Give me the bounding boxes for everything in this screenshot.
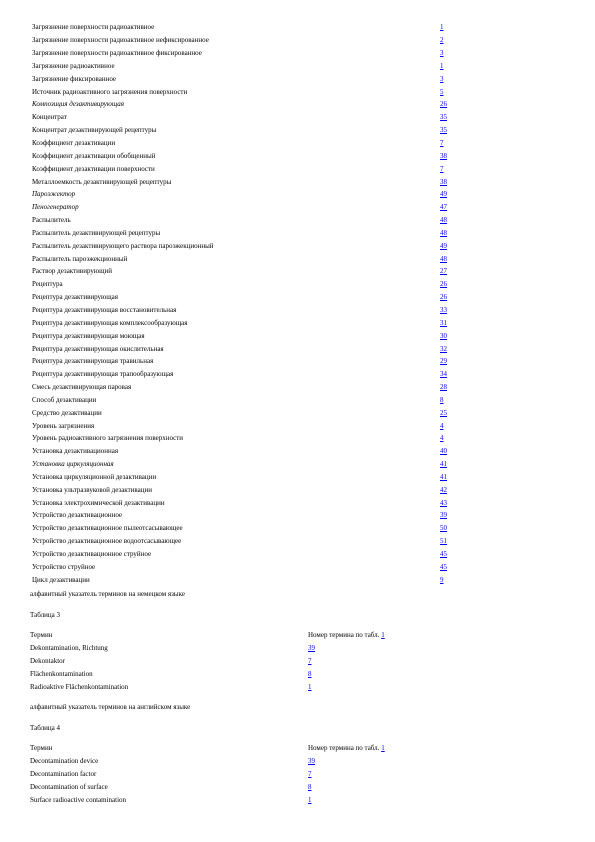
term-number-link[interactable]: 49 — [440, 241, 447, 250]
index-row — [32, 471, 462, 484]
index-term: Устройство дезактивационное — [32, 511, 123, 520]
term-number-link[interactable]: 29 — [440, 357, 447, 366]
english-terms-table — [30, 742, 430, 806]
index-term: Загрязнение поверхности радиоактивное нефиксированное — [32, 36, 209, 45]
term-column-header: Термин — [30, 631, 53, 640]
index-row — [32, 483, 462, 496]
term-number-link[interactable]: 41 — [440, 460, 447, 469]
index-term: Уровень радиоактивного загрязнения поверхности — [32, 434, 184, 443]
foreign-term: Flächenkontamination — [30, 669, 93, 678]
term-number-link[interactable]: 47 — [440, 203, 447, 212]
term-number-link[interactable]: 42 — [440, 485, 447, 494]
index-row — [32, 573, 462, 586]
index-row — [32, 227, 462, 240]
number-column-header — [308, 631, 385, 639]
index-term: Концентрат — [32, 113, 67, 122]
term-number-link[interactable]: 1 — [308, 682, 312, 691]
term-number-link[interactable]: 1 — [440, 23, 444, 32]
russian-term-index — [32, 21, 462, 586]
index-term: Рецептура дезактивирующая комплексообразующая — [32, 318, 188, 327]
foreign-term: Decontamination of surface — [30, 782, 108, 791]
index-term: Рецептура дезактивирующая окислительная — [32, 344, 164, 353]
term-number-link[interactable]: 7 — [308, 657, 312, 666]
index-row — [32, 445, 462, 458]
index-row — [32, 124, 462, 137]
term-number-link[interactable]: 7 — [440, 139, 444, 148]
index-row — [32, 265, 462, 278]
foreign-term: Dekontamination, Richtung — [30, 644, 108, 653]
foreign-term: Decontamination device — [30, 757, 99, 766]
index-term: Установка электрохимической дезактивации — [32, 498, 165, 507]
term-number-link[interactable]: 41 — [440, 472, 447, 481]
table-row — [30, 680, 430, 693]
index-term: Устройство струйное — [32, 562, 96, 571]
index-row — [32, 98, 462, 111]
index-term: Концентрат дезактивирующей рецептуры — [32, 126, 157, 135]
index-term: Способ дезактивации — [32, 395, 97, 404]
index-row — [32, 406, 462, 419]
index-term: Рецептура дезактивирующая моющая — [32, 331, 145, 340]
index-row — [32, 47, 462, 60]
index-term: Рецептура дезактивирующая восстановительная — [32, 305, 177, 314]
foreign-term: Decontamination factor — [30, 770, 97, 779]
term-number-link[interactable]: 25 — [440, 408, 447, 417]
index-row — [32, 214, 462, 227]
foreign-term: Surface radioactive contamination — [30, 795, 127, 804]
term-number-link[interactable]: 40 — [440, 447, 447, 456]
term-number-link[interactable]: 26 — [440, 100, 447, 109]
term-number-link[interactable]: 8 — [440, 395, 444, 404]
term-number-link[interactable]: 33 — [440, 305, 447, 314]
index-term: Установка циркуляционной дезактивации — [32, 472, 157, 481]
table-row — [30, 755, 430, 768]
table-1-link[interactable]: 1 — [381, 631, 385, 640]
index-row — [32, 60, 462, 73]
term-number-link[interactable]: 26 — [440, 293, 447, 302]
index-term: Рецептура — [32, 280, 63, 289]
german-index-heading: алфавитный указатель терминов на немецком языке — [30, 590, 185, 598]
index-row — [32, 34, 462, 47]
index-term: Уровень загрязнения — [32, 421, 95, 430]
term-number-link[interactable]: 1 — [308, 795, 312, 804]
term-number-link[interactable]: 28 — [440, 383, 447, 392]
term-number-link[interactable]: 39 — [440, 511, 447, 520]
index-row — [32, 278, 462, 291]
term-number-link[interactable]: 4 — [440, 421, 444, 430]
index-row — [32, 201, 462, 214]
term-number-link[interactable]: 34 — [440, 370, 447, 379]
index-term: Металлоемкость дезактивирующей рецептуры — [32, 177, 172, 186]
term-number-link[interactable]: 45 — [440, 562, 447, 571]
index-row — [32, 72, 462, 85]
index-row — [32, 316, 462, 329]
index-term: Устройство дезактивационное пылеотсасывающее — [32, 524, 183, 533]
index-term: Коэффициент дезактивации обобщенный — [32, 151, 156, 160]
english-index-heading: алфавитный указатель терминов на английском языке — [30, 703, 191, 711]
term-number-link[interactable]: 35 — [440, 126, 447, 135]
index-row — [32, 252, 462, 265]
index-row — [32, 381, 462, 394]
index-row — [32, 419, 462, 432]
term-number-link[interactable]: 2 — [440, 36, 444, 45]
foreign-term: Dekontaktor — [30, 657, 65, 666]
index-term: Загрязнение поверхности радиоактивное фиксированное — [32, 49, 202, 58]
index-row — [32, 496, 462, 509]
index-term: Устройство дезактивационное струйное — [32, 550, 152, 559]
foreign-term: Radioaktive Flächenkontamination — [30, 682, 129, 691]
index-term: Средство дезактивации — [32, 408, 102, 417]
term-number-link[interactable]: 8 — [308, 782, 312, 791]
term-number-link[interactable]: 50 — [440, 524, 447, 533]
index-term: Загрязнение поверхности радиоактивное — [32, 23, 155, 32]
term-number-link[interactable]: 3 — [440, 49, 444, 58]
index-row — [32, 149, 462, 162]
term-number-link[interactable]: 48 — [440, 228, 447, 237]
table-row — [30, 781, 430, 794]
term-number-link[interactable]: 48 — [440, 254, 447, 263]
term-number-link[interactable]: 49 — [440, 190, 447, 199]
index-row — [32, 85, 462, 98]
term-number-link[interactable]: 8 — [308, 669, 312, 678]
index-row — [32, 111, 462, 124]
index-term: Цикл дезактивации — [32, 575, 90, 584]
index-term: Раствор дезактивирующий — [32, 267, 112, 276]
index-row — [32, 509, 462, 522]
index-term: Пароэжектор — [32, 190, 76, 199]
index-term: Загрязнение фиксированное — [32, 74, 117, 83]
index-term: Установка ультразвуковой дезактивации — [32, 485, 152, 494]
table-row — [30, 642, 430, 655]
index-row — [32, 368, 462, 381]
index-row — [32, 291, 462, 304]
index-row — [32, 175, 462, 188]
index-term: Распылитель — [32, 216, 71, 225]
number-column-header — [308, 744, 385, 752]
table-row — [30, 668, 430, 681]
term-number-link[interactable]: 35 — [440, 113, 447, 122]
index-term: Коэффициент дезактивации — [32, 139, 116, 148]
table-row — [30, 768, 430, 781]
table-4-label: Таблица 4 — [30, 724, 60, 732]
index-row — [32, 342, 462, 355]
term-number-link[interactable]: 45 — [440, 550, 447, 559]
index-term: Смесь дезактивирующая паровая — [32, 383, 132, 392]
term-number-link[interactable]: 9 — [440, 575, 444, 584]
number-column-header-text: Номер термина по табл. — [308, 744, 380, 753]
table-row — [30, 793, 430, 806]
term-number-link[interactable]: 39 — [308, 757, 315, 766]
term-number-link[interactable]: 38 — [440, 177, 447, 186]
index-row — [32, 162, 462, 175]
term-number-link[interactable]: 7 — [308, 770, 312, 779]
term-number-link[interactable]: 51 — [440, 537, 447, 546]
index-row — [32, 137, 462, 150]
term-number-link[interactable]: 32 — [440, 344, 447, 353]
term-number-link[interactable]: 26 — [440, 280, 447, 289]
term-number-link[interactable]: 31 — [440, 318, 447, 327]
index-term: Композиция дезактивирующая — [32, 100, 125, 109]
index-row — [32, 393, 462, 406]
index-row — [32, 188, 462, 201]
index-term: Загрязнение радиоактивное — [32, 61, 115, 70]
term-number-link[interactable]: 3 — [440, 74, 444, 83]
term-column-header: Термин — [30, 744, 53, 753]
index-term: Рецептура дезактивирующая — [32, 293, 118, 302]
index-row — [32, 548, 462, 561]
term-number-link[interactable]: 5 — [440, 87, 444, 96]
term-number-link[interactable]: 48 — [440, 216, 447, 225]
index-row — [32, 21, 462, 34]
index-row — [32, 239, 462, 252]
table-1-link[interactable]: 1 — [381, 744, 385, 753]
index-row — [32, 560, 462, 573]
index-row — [32, 522, 462, 535]
index-term: Рецептура дезактивирующая травильная — [32, 357, 154, 366]
term-number-link[interactable]: 1 — [440, 61, 444, 70]
term-number-link[interactable]: 7 — [440, 164, 444, 173]
index-term: Распылитель пароэжекционный — [32, 254, 128, 263]
index-term: Источник радиоактивного загрязнения поверхности — [32, 87, 188, 96]
index-term: Распылитель дезактивирующего раствора пароэжекционный — [32, 241, 214, 250]
german-terms-table — [30, 629, 430, 693]
term-number-link[interactable]: 27 — [440, 267, 447, 276]
term-number-link[interactable]: 39 — [308, 644, 315, 653]
index-row — [32, 304, 462, 317]
term-number-link[interactable]: 43 — [440, 498, 447, 507]
table-3-label: Таблица 3 — [30, 611, 60, 619]
index-term: Установка дезактивационная — [32, 447, 119, 456]
term-number-link[interactable]: 30 — [440, 331, 447, 340]
index-term: Рецептура дезактивирующая трапообразующая — [32, 370, 174, 379]
index-row — [32, 432, 462, 445]
table-header-row — [30, 742, 430, 755]
index-row — [32, 458, 462, 471]
index-term: Устройство дезактивационное водоотсасывающее — [32, 537, 182, 546]
index-term: Коэффициент дезактивации поверхности — [32, 164, 155, 173]
index-term: Установка циркуляционная — [32, 460, 114, 469]
index-term: Распылитель дезактивирующей рецептуры — [32, 228, 161, 237]
index-term: Пеногенератор — [32, 203, 79, 212]
index-row — [32, 535, 462, 548]
table-header-row — [30, 629, 430, 642]
term-number-link[interactable]: 4 — [440, 434, 444, 443]
table-row — [30, 655, 430, 668]
index-row — [32, 355, 462, 368]
number-column-header-text: Номер термина по табл. — [308, 631, 380, 640]
term-number-link[interactable]: 38 — [440, 151, 447, 160]
index-row — [32, 329, 462, 342]
